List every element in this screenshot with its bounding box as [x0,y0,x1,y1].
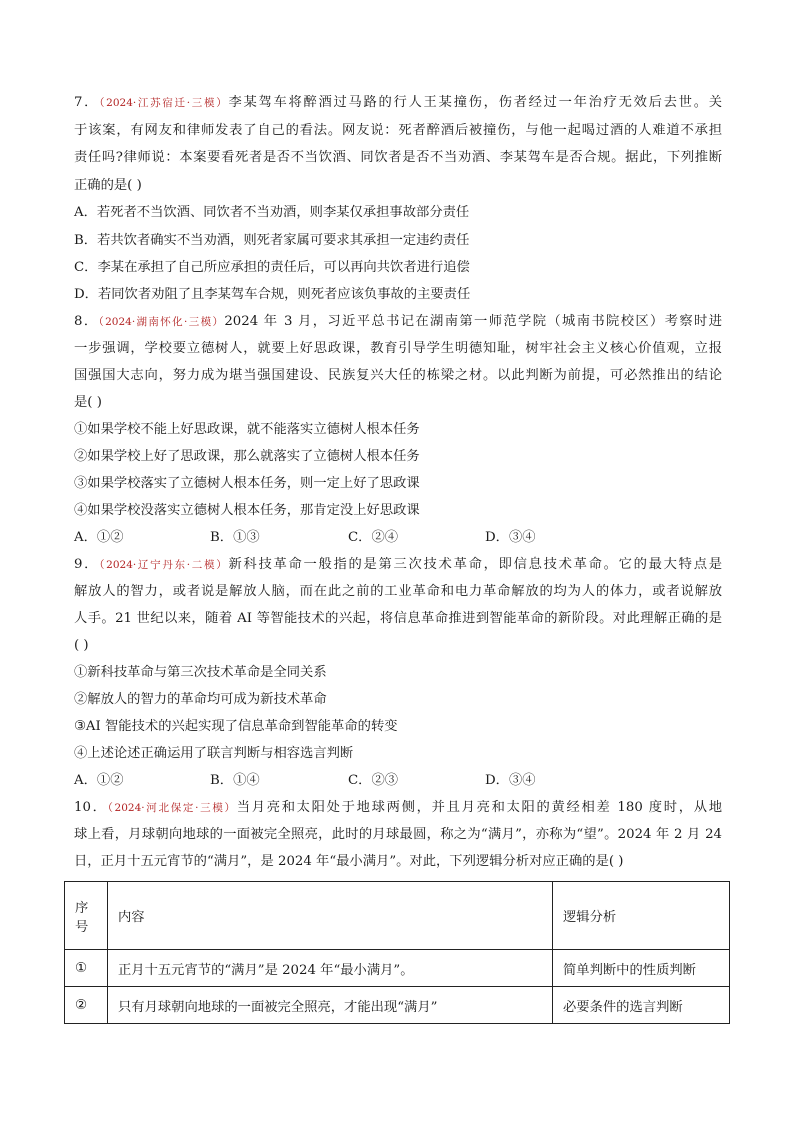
q8-statement-1: ①如果学校不能上好思政课，就不能落实立德树人根本任务 [74,422,420,437]
q10-stem-line-1: 10．（2024·河北保定·三模）当月亮和太阳处于地球两侧，并且月亮和太阳的黄经相差 180 度时，从地 [74,800,722,815]
q8-source-tag: （2024·湖南怀化·三模） [98,316,225,328]
q9-choice-a: A．①② [74,773,124,788]
q10-stem-line-2: 球上看，月球朝向地球的一面被完全照亮，此时的月球最圆，称之为“满月”，亦称为“望”。2024 年 2 月 24 [74,827,722,842]
row-analysis: 必要条件的选言判断 [553,987,730,1024]
q9-statement-4: ④上述论述正确运用了联言判断与相容选言判断 [74,746,354,761]
q7-option-a: A．若死者不当饮酒、同饮者不当劝酒，则李某仅承担事故部分责任 [74,205,470,220]
row-number: ① [65,950,108,987]
table-header-row [65,882,730,950]
row-content: 正月十五元宵节的“满月”是 2024 年“最小满月”。 [108,950,553,987]
header-content: 内容 [108,882,553,950]
q9-stem-line-3: 人手。21 世纪以来，随着 AI 等智能技术的兴起，将信息革命推进到智能革命的新阶段。对此理解正确的是 [74,611,722,626]
row-number: ② [65,987,108,1024]
q10-stem-line-3: 日，正月十五元宵节的“满月”，是 2024 年“最小满月”。对此，下列逻辑分析对应正确的是( ) [74,854,624,869]
q9-choice-d: D．③④ [485,773,536,788]
q7-stem-line-4: 正确的是( ) [74,178,142,193]
q8-choice-d: D．③④ [485,530,536,545]
row-content: 只有月球朝向地球的一面被完全照亮，才能出现“满月” [108,987,553,1024]
q7-option-b: B．若共饮者确实不当劝酒，则死者家属可要求其承担一定违约责任 [74,233,470,248]
q8-stem-line-4: 是( ) [74,395,102,410]
q9-statement-3: ③AI 智能技术的兴起实现了信息革命到智能革命的转变 [74,719,398,734]
table-row [65,950,730,987]
q9-statement-2: ②解放人的智力的革命均可成为新技术革命 [74,692,327,707]
q7-stem-line-2: 于该案，有网友和律师发表了自己的看法。网友说：死者醉酒后被撞伤，与他一起喝过酒的人难道不承担 [74,123,722,138]
table-row [65,987,730,1024]
q8-stem-line-3: 国强国大志向，努力成为堪当强国建设、民族复兴大任的栋梁之材。以此判断为前提，可必然推出的结论 [74,368,722,383]
q7-option-c: C．李某在承担了自己所应承担的责任后，可以再向共饮者进行追偿 [74,260,470,275]
q8-stem-line-2: 一步强调，学校要立德树人，就要上好思政课，教育引导学生明德知耻，树牢社会主义核心价值观，立报 [74,341,722,356]
q7-stem-line-1: 7．（2024·江苏宿迁·三模）李某驾车将醉酒过马路的行人王某撞伤，伤者经过一年治疗无效后去世。关 [74,95,722,110]
q8-stem-line-1: 8．（2024·湖南怀化·三模）2024 年 3 月，习近平总书记在湖南第一师范学院（城南书院校区）考察时进 [74,314,722,329]
row-analysis: 简单判断中的性质判断 [553,950,730,987]
header-number: 序号 [65,882,108,950]
header-analysis: 逻辑分析 [553,882,730,950]
q9-stem-line-1: 9．（2024·辽宁丹东·二模）新科技革命一般指的是第三次技术革命，即信息技术革命。它的最大特点是 [74,557,722,572]
q10-table [64,881,730,1024]
q8-choice-b: B．①③ [210,530,260,545]
q9-choice-c: C．②③ [348,773,399,788]
q9-statement-1: ①新科技革命与第三次技术革命是全同关系 [74,665,327,680]
q7-source-tag: （2024·江苏宿迁·三模） [99,97,229,109]
q7-stem-line-3: 责任吗?律师说：本案要看死者是否不当饮酒、同饮者是否不当劝酒、李某驾车是否合规。据此，下列推断 [74,150,722,165]
q9-stem-line-2: 解放人的智力，或者说是解放人脑，而在此之前的工业革命和电力革命解放的均为人的体力，或者说解放 [74,584,722,599]
q7-option-d: D．若同饮者劝阻了且李某驾车合规，则死者应该负事故的主要责任 [74,287,471,302]
q8-statement-2: ②如果学校上好了思政课，那么就落实了立德树人根本任务 [74,449,420,464]
q9-choice-b: B．①④ [210,773,260,788]
q8-choice-c: C．②④ [348,530,399,545]
q8-choice-a: A．①② [74,530,124,545]
q8-statement-4: ④如果学校没落实立德树人根本任务，那肯定没上好思政课 [74,503,420,518]
q9-stem-line-4: ( ) [74,638,89,653]
q10-source-tag: （2024·河北保定·三模） [107,802,237,814]
q8-statement-3: ③如果学校落实了立德树人根本任务，则一定上好了思政课 [74,476,420,491]
q9-source-tag: （2024·辽宁丹东·二模） [99,559,229,571]
